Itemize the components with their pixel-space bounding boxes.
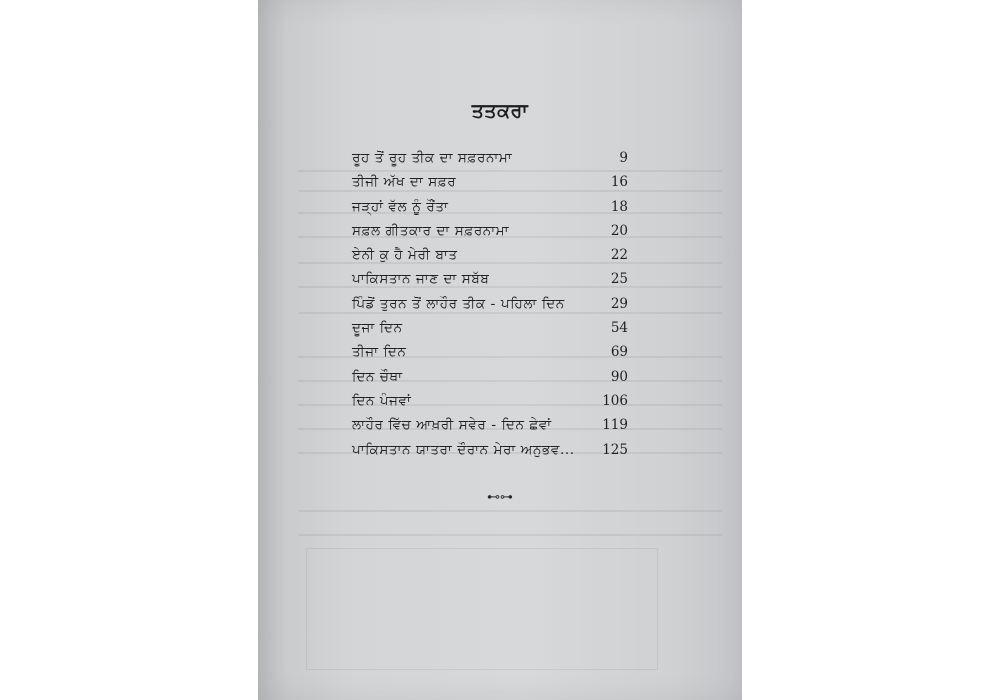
toc-entry-page: 22	[610, 247, 628, 264]
toc-entry-title: ਤੀਜਾ ਦਿਨ	[352, 344, 407, 361]
toc-entry-title: ਸਫ਼ਲ ਗੀਤਕਾਰ ਦਾ ਸਫ਼ਰਨਾਮਾ	[352, 222, 510, 239]
toc-entry-title: ਲਾਹੌਰ ਵਿੱਚ ਆਖ਼ਰੀ ਸਵੇਰ - ਦਿਨ ਛੇਵਾਂ	[352, 417, 552, 434]
toc-entry-title: ਜੜ੍ਹਾਂ ਵੱਲ ਨੂੰ ਰੌਂਤਾ	[352, 198, 449, 215]
toc-entry-title: ਪਾਕਿਸਤਾਨ ਯਾਤਰਾ ਦੌਰਾਨ ਮੇਰਾ ਅਨੁਭਵ...	[352, 441, 575, 458]
toc-title: ਤਤਕਰਾ	[471, 100, 529, 122]
toc-entry-page: 119	[602, 417, 628, 434]
bleed-through-line	[298, 510, 722, 512]
toc-entry-page: 106	[602, 392, 628, 409]
bleed-through-box	[306, 548, 658, 670]
toc-entry	[352, 417, 628, 441]
toc-entry	[352, 344, 628, 368]
toc-entry-page: 9	[619, 150, 628, 166]
toc-entry	[352, 223, 628, 247]
toc-entry	[352, 442, 628, 466]
toc-entry-title: ਰੂਹ ਤੋਂ ਰੂਹ ਤੀਕ ਦਾ ਸਫ਼ਰਨਾਮਾ	[352, 150, 513, 166]
toc-entry-page: 16	[610, 174, 628, 191]
toc-entry-page: 54	[610, 320, 628, 337]
toc-entry-title: ਦਿਨ ਚੌਥਾ	[352, 368, 403, 385]
toc-entry-title: ਪਾਕਿਸਤਾਨ ਜਾਣ ਦਾ ਸਬੱਬ	[352, 271, 490, 288]
bleed-through-line	[298, 534, 722, 536]
toc-entry-page: 90	[610, 368, 628, 385]
toc-entry	[352, 150, 628, 174]
toc-entry-page: 69	[610, 344, 628, 361]
toc-entry-page: 25	[610, 271, 628, 288]
toc-entry	[352, 369, 628, 393]
ornament-icon: ⊷⊶	[487, 490, 513, 505]
toc-entry-title: ਦੂਜਾ ਦਿਨ	[352, 320, 403, 337]
toc-entry	[352, 247, 628, 271]
toc-entry	[352, 296, 628, 320]
toc-entry-page: 18	[610, 198, 628, 215]
toc-entry-title: ਦਿਨ ਪੰਜਵਾਂ	[352, 392, 412, 409]
toc-entry-title: ਏਨੀ ਕੁ ਹੈ ਮੇਰੀ ਬਾਤ	[352, 247, 458, 264]
book-page	[258, 0, 742, 700]
toc-entry-title: ਪਿੰਡੋਂ ਤੁਰਨ ਤੋਂ ਲਾਹੌਰ ਤੀਕ - ਪਹਿਲਾ ਦਿਨ	[352, 295, 565, 312]
toc-entry	[352, 199, 628, 223]
toc-entry-page: 20	[610, 222, 628, 239]
toc-entry	[352, 174, 628, 198]
toc-entry	[352, 271, 628, 295]
toc-entry-page: 29	[610, 295, 628, 312]
toc-entry	[352, 320, 628, 344]
toc-entry-title: ਤੀਜੀ ਅੱਖ ਦਾ ਸਫ਼ਰ	[352, 174, 457, 191]
toc-entry	[352, 393, 628, 417]
toc-entry-page: 125	[602, 441, 628, 458]
toc-list	[352, 150, 628, 466]
